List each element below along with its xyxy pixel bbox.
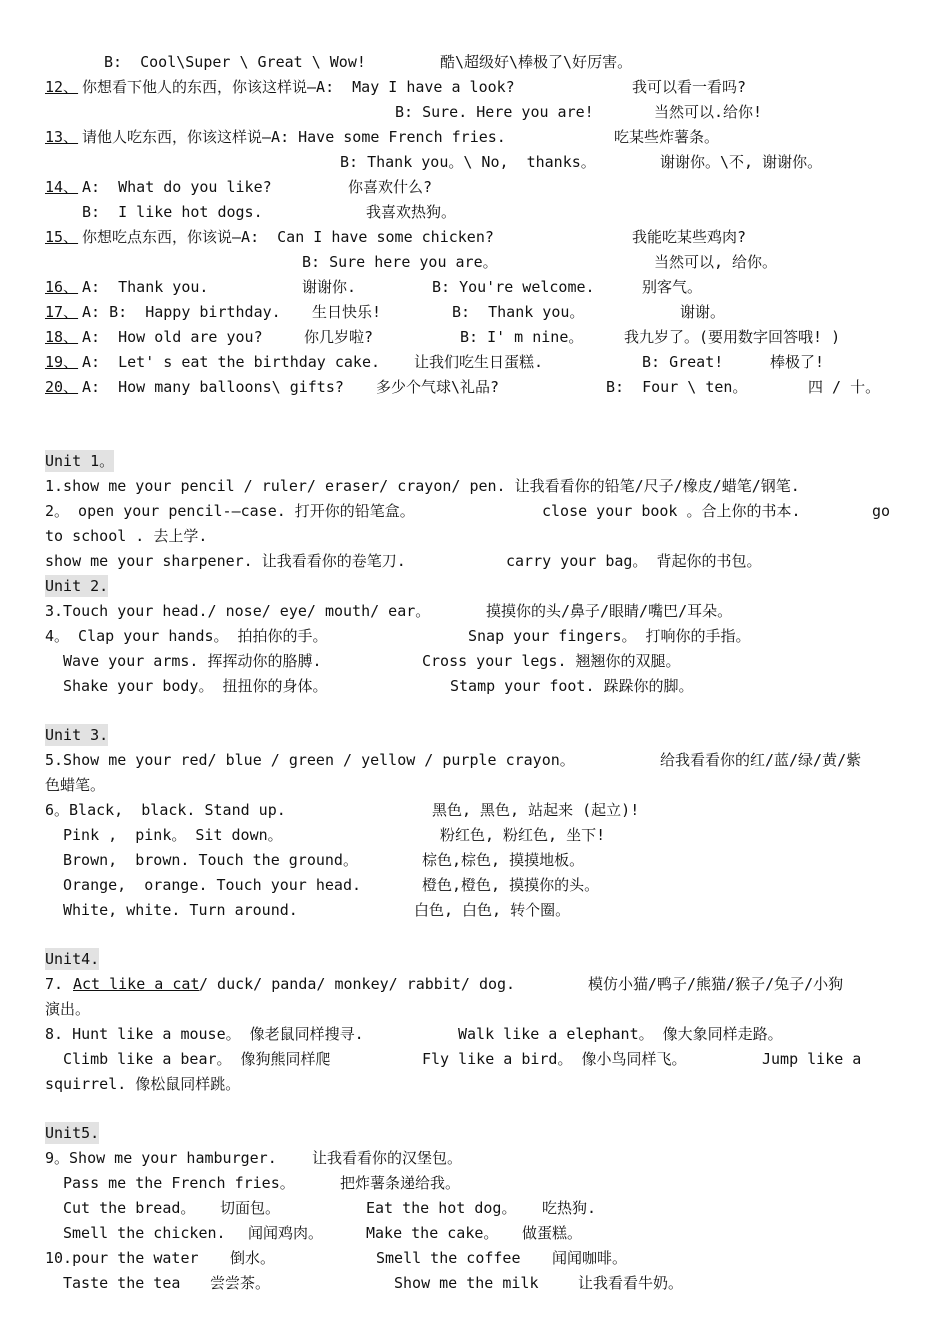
text-segment: A: B: Happy birthday. [82, 303, 281, 321]
text-line [0, 101, 950, 123]
text-segment: A: Let' s eat the birthday cake. [82, 353, 381, 371]
text-line [0, 799, 950, 821]
text-segment: Wave your arms. 挥挥动你的胳膊. [63, 652, 322, 670]
text-segment: B: I' m nine。 [460, 328, 584, 346]
text-segment: squirrel. 像松鼠同样跳。 [45, 1075, 241, 1093]
text-segment: Climb like a bear。 像狗熊同样爬 [63, 1050, 331, 1068]
text-segment: B: You're welcome. [432, 278, 595, 296]
text-line [0, 500, 950, 522]
text-segment: 四 / 十。 [808, 378, 881, 396]
text-line [0, 1247, 950, 1269]
text-segment: 5.Show me your red/ blue / green / yellow / purple crayon。 [45, 751, 575, 769]
text-segment: 白色, 白色, 转个圈。 [414, 901, 571, 919]
text-line [0, 450, 950, 472]
text-segment: 多少个气球\礼品? [376, 378, 500, 396]
text-segment: B: I like hot dogs. [82, 203, 263, 221]
text-segment: carry your bag。 背起你的书包。 [506, 552, 762, 570]
text-segment: 吃热狗. [542, 1199, 597, 1217]
text-segment: Cross your legs. 翘翘你的双腿。 [422, 652, 681, 670]
text-segment: A: How old are you? [82, 328, 263, 346]
text-segment: 8. Hunt like a mouse。 像老鼠同样搜寻. [45, 1025, 364, 1043]
item-number: 15、 [45, 228, 79, 246]
text-segment: Taste the tea [63, 1274, 181, 1292]
text-segment: 做蛋糕。 [522, 1224, 583, 1242]
unit-heading: Unit5. [45, 1124, 100, 1142]
text-segment: 橙色,橙色, 摸摸你的头。 [422, 876, 600, 894]
text-segment: 摸摸你的头/鼻子/眼睛/嘴巴/耳朵。 [486, 602, 733, 620]
text-line [0, 650, 950, 672]
text-line [0, 849, 950, 871]
text-segment: 让我们吃生日蛋糕. [414, 353, 544, 371]
text-segment: 模仿小猫/鸭子/熊猫/猴子/兔子/小狗 [588, 975, 844, 993]
text-line [0, 575, 950, 597]
text-line [0, 749, 950, 771]
text-line [0, 201, 950, 223]
item-number: 18、 [45, 328, 79, 346]
text-line [0, 351, 950, 373]
text-segment: 当然可以.给你! [654, 103, 763, 121]
item-number: 17、 [45, 303, 79, 321]
text-segment: Eat the hot dog。 [366, 1199, 517, 1217]
text-line [0, 525, 950, 547]
text-segment: 棒极了! [770, 353, 825, 371]
text-line [0, 301, 950, 323]
text-segment: 让我看看你的汉堡包。 [312, 1149, 463, 1167]
text-segment: A: How many balloons\ gifts? [82, 378, 344, 396]
text-segment: A: Thank you. [82, 278, 209, 296]
text-segment: 把炸薯条递给我。 [340, 1174, 461, 1192]
text-segment: 酷\超级好\棒极了\好厉害。 [440, 53, 633, 71]
text-line [0, 1222, 950, 1244]
text-segment: 6。Black, black. Stand up. [45, 801, 286, 819]
text-segment: 9。Show me your hamburger. [45, 1149, 277, 1167]
text-line [0, 1122, 950, 1144]
item-number: 14、 [45, 178, 79, 196]
text-segment: 我可以看一看吗? [632, 78, 747, 96]
text-segment: B: Thank you。 [452, 303, 585, 321]
text-segment: 让我看看牛奶。 [578, 1274, 684, 1292]
text-line [0, 76, 950, 98]
text-segment: Snap your fingers。 打响你的手指。 [468, 627, 751, 645]
unit-heading: Unit 1。 [45, 452, 115, 470]
text-line [0, 1073, 950, 1095]
text-segment: 给我看看你的红/蓝/绿/黄/紫 [660, 751, 862, 769]
unit-heading: Unit 2. [45, 577, 109, 595]
text-segment: 倒水。 [230, 1249, 276, 1267]
text-segment: White, white. Turn around. [63, 901, 298, 919]
text-segment: close your book 。合上你的书本. [542, 502, 801, 520]
text-segment: 棕色,棕色, 摸摸地板。 [422, 851, 585, 869]
text-line [0, 774, 950, 796]
text-segment: 演出。 [45, 1000, 91, 1018]
text-segment: Smell the coffee [376, 1249, 521, 1267]
unit-heading: Unit 3. [45, 726, 109, 744]
text-line [0, 1272, 950, 1294]
text-segment: 2。 open your pencil-—case. 打开你的铅笔盒。 [45, 502, 415, 520]
text-segment: B: Thank you。\ No, thanks。 [340, 153, 596, 171]
text-segment: to school . 去上学. [45, 527, 208, 545]
text-segment: Brown, brown. Touch the ground。 [63, 851, 358, 869]
text-segment: B: Sure here you are。 [302, 253, 498, 271]
text-line [0, 899, 950, 921]
text-line [0, 874, 950, 896]
text-segment: 色蜡笔。 [45, 776, 106, 794]
text-segment: 我能吃某些鸡肉? [632, 228, 747, 246]
text-line [0, 1172, 950, 1194]
text-segment: 闻闻咖啡。 [552, 1249, 628, 1267]
text-segment: 你喜欢什么? [348, 178, 433, 196]
text-segment: Stamp your foot. 跺跺你的脚。 [450, 677, 694, 695]
text-line [0, 475, 950, 497]
text-segment: 你想吃点东西，你该说—A: Can I have some chicken? [82, 228, 494, 246]
text-segment: 谢谢你. [302, 278, 357, 296]
text-segment: Fly like a bird。 像小鸟同样飞。 [422, 1050, 687, 1068]
text-segment: 1.show me your pencil / ruler/ eraser/ crayon/ pen. 让我看看你的铅笔/尺子/橡皮/蜡笔/钢笔. [45, 477, 800, 495]
text-line [0, 1197, 950, 1219]
text-line [0, 600, 950, 622]
text-line [0, 824, 950, 846]
text-segment: 闻闻鸡肉。 [248, 1224, 324, 1242]
text-segment: 别客气。 [642, 278, 703, 296]
item-number: 19、 [45, 353, 79, 371]
text-line [0, 151, 950, 173]
text-line [0, 625, 950, 647]
text-line [0, 724, 950, 746]
text-segment: 请他人吃东西，你该这样说—A: Have some French fries. [82, 128, 506, 146]
text-line [0, 176, 950, 198]
text-segment: 我喜欢热狗。 [366, 203, 457, 221]
text-segment: 10.pour the water [45, 1249, 199, 1267]
text-line [0, 550, 950, 572]
text-line [0, 998, 950, 1020]
text-line [0, 276, 950, 298]
text-segment: 7. [45, 975, 73, 993]
text-segment: 切面包。 [220, 1199, 281, 1217]
text-segment: Pass me the French fries。 [63, 1174, 295, 1192]
text-line [0, 226, 950, 248]
item-number: 12、 [45, 78, 79, 96]
text-segment: show me your sharpener. 让我看看你的卷笔刀. [45, 552, 406, 570]
item-number: 20、 [45, 378, 79, 396]
text-line [0, 675, 950, 697]
text-segment: 吃某些炸薯条。 [614, 128, 720, 146]
text-segment: A: What do you like? [82, 178, 272, 196]
text-segment: Jump like a [762, 1050, 862, 1068]
text-segment: / duck/ panda/ monkey/ rabbit/ dog. [199, 975, 516, 993]
text-line [0, 1147, 950, 1169]
text-segment: Pink , pink。 Sit down。 [63, 826, 283, 844]
text-line [0, 51, 950, 73]
unit-heading: Unit4. [45, 950, 100, 968]
text-segment: 4。 Clap your hands。 拍拍你的手。 [45, 627, 328, 645]
text-segment: 谢谢。 [680, 303, 726, 321]
text-segment: Show me the milk [394, 1274, 539, 1292]
text-line [0, 251, 950, 273]
text-segment: 3.Touch your head./ nose/ eye/ mouth/ ear。 [45, 602, 431, 620]
text-segment: Shake your body。 扭扭你的身体。 [63, 677, 328, 695]
text-segment: 生日快乐! [312, 303, 382, 321]
text-segment: Make the cake。 [366, 1224, 499, 1242]
text-segment: go [872, 502, 891, 520]
text-segment: B: Cool\Super \ Great \ Wow! [104, 53, 366, 71]
text-segment: Smell the chicken. [63, 1224, 226, 1242]
text-segment: 当然可以, 给你。 [654, 253, 778, 271]
text-segment: 你几岁啦? [304, 328, 374, 346]
text-line [0, 376, 950, 398]
text-segment: 尝尝茶。 [210, 1274, 271, 1292]
text-line [0, 1023, 950, 1045]
item-number: Act like a cat [73, 975, 200, 993]
text-segment: 我九岁了。(要用数字回答哦! ) [624, 328, 841, 346]
text-line [0, 326, 950, 348]
text-line [0, 948, 950, 970]
text-line [0, 973, 950, 995]
text-segment: B: Great! [642, 353, 724, 371]
text-segment: B: Sure. Here you are! [395, 103, 594, 121]
text-segment: Walk like a elephant。 像大象同样走路。 [458, 1025, 783, 1043]
item-number: 13、 [45, 128, 79, 146]
text-segment: Cut the bread。 [63, 1199, 196, 1217]
text-line [0, 126, 950, 148]
text-segment: 谢谢你。\不, 谢谢你。 [660, 153, 823, 171]
text-segment: B: Four \ ten。 [606, 378, 748, 396]
text-line [0, 1048, 950, 1070]
item-number: 16、 [45, 278, 79, 296]
text-segment: 粉红色, 粉红色, 坐下! [440, 826, 606, 844]
text-segment: 黑色, 黑色, 站起来 (起立)! [432, 801, 640, 819]
text-segment: 你想看下他人的东西，你该这样说—A: May I have a look? [82, 78, 515, 96]
text-segment: Orange, orange. Touch your head. [63, 876, 362, 894]
